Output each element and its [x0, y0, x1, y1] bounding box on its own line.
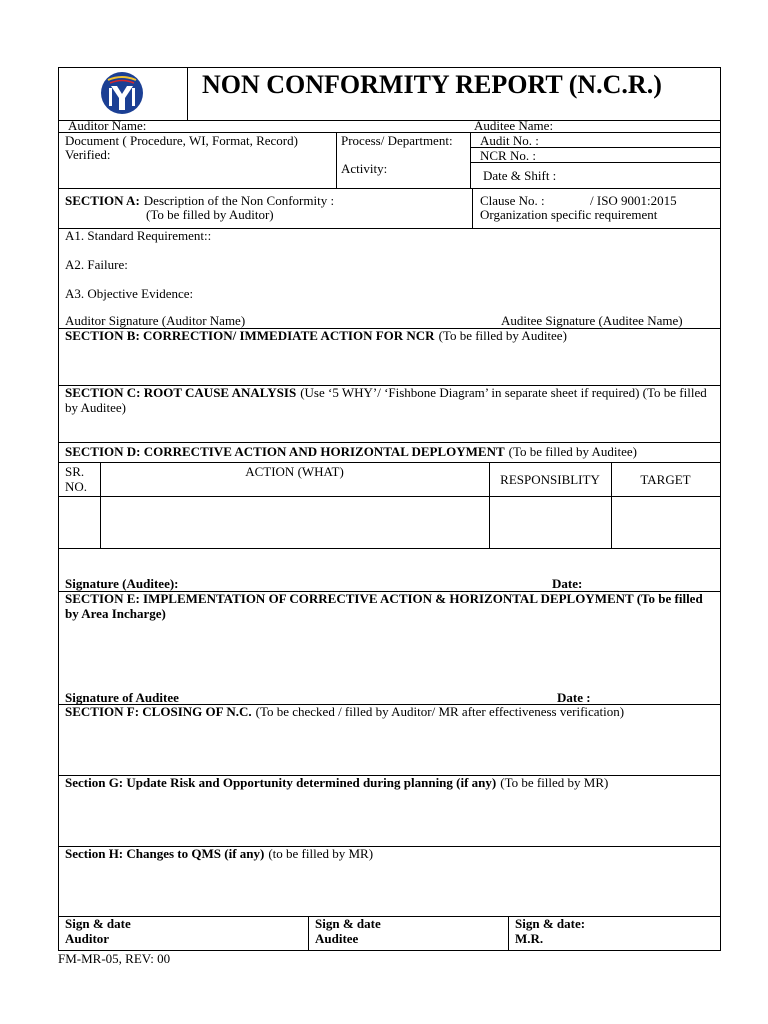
- table-header-action: ACTION (WHAT): [245, 464, 344, 479]
- mr-sign-date-label: Sign & date:: [515, 916, 586, 931]
- divider: [187, 67, 188, 120]
- company-logo-icon: [98, 70, 146, 118]
- divider: [58, 548, 720, 549]
- divider: [336, 132, 337, 188]
- section-d-heading: SECTION D: CORRECTIVE ACTION AND HORIZONTAL DEPLOYMENT: [65, 444, 505, 459]
- section-f-note: (To be checked / filled by Auditor/ MR after effectiveness verification): [255, 704, 625, 719]
- divider: [58, 916, 720, 917]
- clause-no-label: Clause No. :: [480, 193, 545, 208]
- divider: [58, 120, 720, 121]
- table-header-sr: SR.: [65, 464, 85, 479]
- section-b-note: (To be filled by Auditee): [438, 328, 567, 343]
- divider: [470, 132, 471, 188]
- section-b-heading: SECTION B: CORRECTION/ IMMEDIATE ACTION FOR NCR: [65, 328, 435, 343]
- org-requirement-label: Organization specific requirement: [480, 207, 658, 222]
- section-h-note: (to be filled by MR): [268, 846, 374, 861]
- process-department-label: Process/ Department:: [341, 133, 453, 148]
- date-label: Date:: [552, 576, 583, 591]
- section-a-description: Description of the Non Conformity :: [143, 193, 335, 208]
- auditee-signature-label: Auditee Signature (Auditee Name): [501, 313, 683, 328]
- divider: [472, 188, 473, 228]
- page-title: NON CONFORMITY REPORT (N.C.R.): [202, 70, 662, 99]
- section-g-heading: Section G: Update Risk and Opportunity determined during planning (if any): [65, 775, 497, 790]
- section-c-heading-line: [65, 385, 710, 415]
- table-header-no: NO.: [65, 479, 88, 494]
- divider: [58, 442, 720, 443]
- section-c-heading: SECTION C: ROOT CAUSE ANALYSIS: [65, 385, 297, 400]
- mr-label: M.R.: [515, 931, 544, 946]
- a3-objective-evidence-label: A3. Objective Evidence:: [65, 286, 194, 301]
- signature-of-auditee-label: Signature of Auditee: [65, 690, 179, 705]
- verified-label: Verified:: [65, 147, 111, 162]
- auditee-label: Auditee: [315, 931, 359, 946]
- a1-standard-requirement-label: A1. Standard Requirement::: [65, 228, 212, 243]
- section-a-heading-line: [65, 193, 334, 208]
- a2-failure-label: A2. Failure:: [65, 257, 128, 272]
- section-a-note: (To be filled by Auditor): [146, 207, 274, 222]
- auditor-signature-label: Auditor Signature (Auditor Name): [65, 313, 246, 328]
- section-h-heading-line: [65, 846, 373, 861]
- iso-standard-label: / ISO 9001:2015: [590, 193, 677, 208]
- activity-label: Activity:: [341, 161, 388, 176]
- divider: [308, 916, 309, 950]
- section-d-note: (To be filled by Auditee): [508, 444, 638, 459]
- auditor-sign-date-label: Sign & date: [65, 916, 131, 931]
- form-code: FM-MR-05, REV: 00: [58, 951, 171, 966]
- table-header-target: TARGET: [640, 472, 691, 487]
- section-h-heading: Section H: Changes to QMS (if any): [65, 846, 265, 861]
- section-g-heading-line: [65, 775, 608, 790]
- document-label: Document ( Procedure, WI, Format, Record): [65, 133, 298, 148]
- section-e-heading: SECTION E: IMPLEMENTATION OF CORRECTIVE ACTION & HORIZONTAL DEPLOYMENT (To be filled by Area Incharge): [65, 591, 703, 621]
- auditor-name-label: Auditor Name:: [68, 118, 147, 133]
- auditor-label: Auditor: [65, 931, 110, 946]
- auditee-name-label: Auditee Name:: [474, 118, 554, 133]
- divider: [58, 188, 720, 189]
- divider: [508, 916, 509, 950]
- section-c-note: (Use ‘5 WHY’/ ‘Fishbone Diagram’ in separate sheet if required) (To be filled by Auditee): [65, 385, 707, 415]
- date-shift-label: Date & Shift :: [483, 168, 557, 183]
- section-a-heading: SECTION A:: [65, 193, 140, 208]
- auditee-sign-date-label: Sign & date: [315, 916, 381, 931]
- section-f-heading: SECTION F: CLOSING OF N.C.: [65, 704, 252, 719]
- auditee-signature-label: Signature (Auditee):: [65, 576, 179, 591]
- section-g-note: (To be filled by MR): [500, 775, 609, 790]
- section-d-heading-line: [65, 444, 637, 459]
- divider: [58, 462, 720, 463]
- date-label: Date :: [557, 690, 591, 705]
- divider: [58, 496, 720, 497]
- table-header-responsibility: RESPONSIBLITY: [500, 472, 600, 487]
- section-f-heading-line: [65, 704, 624, 719]
- ncr-no-label: NCR No. :: [480, 148, 536, 163]
- audit-no-label: Audit No. :: [480, 133, 539, 148]
- section-b-heading-line: [65, 328, 567, 343]
